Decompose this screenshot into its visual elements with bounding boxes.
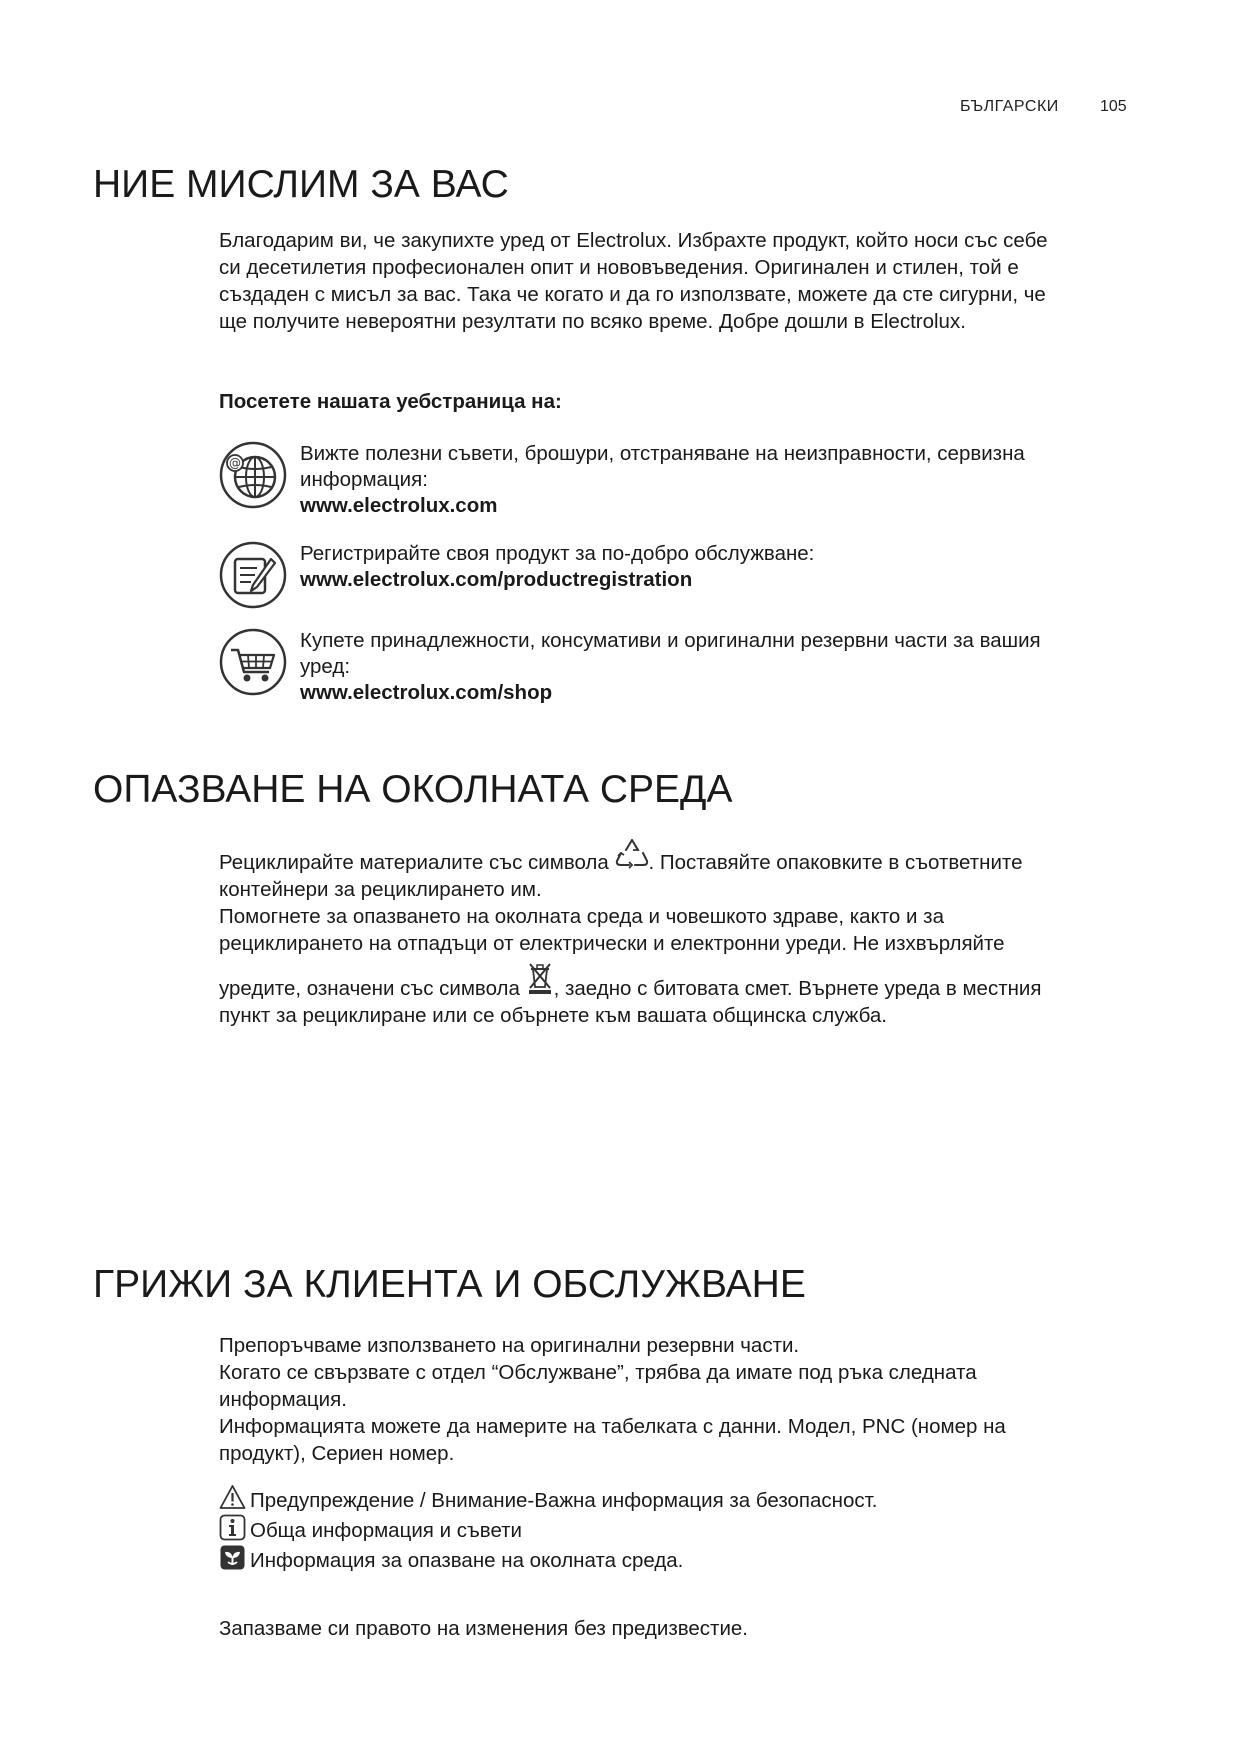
customer-care-line: продукт), Сериен номер. xyxy=(219,1442,455,1465)
info-icon xyxy=(219,1514,246,1541)
intro-line: Благодарим ви, че закупихте уред от Electrolux. Избрахте продукт, който носи със себе xyxy=(219,229,1048,252)
legend-text: Предупреждение / Внимание-Важна информация за безопасност. xyxy=(250,1489,878,1512)
link-row-registration xyxy=(219,541,1139,611)
link-description: Вижте полезни съвети, брошури, отстраняване на неизправности, сервизна xyxy=(300,442,1025,465)
page-number: 105 xyxy=(1100,98,1127,115)
link-text-registration xyxy=(300,541,1140,593)
shop-link[interactable]: www.electrolux.com/shop xyxy=(300,681,553,704)
environment-text: Рециклирайте материалите със символа xyxy=(219,851,615,874)
registration-link[interactable]: www.electrolux.com/productregistration xyxy=(300,568,693,591)
globe-icon xyxy=(219,441,287,509)
disclaimer: Запазваме си правото на изменения без предизвестие. xyxy=(219,1617,748,1640)
visit-website-label: Посетете нашата уебстраница на: xyxy=(219,390,562,413)
environment-line xyxy=(219,961,1139,1002)
link-description: информация: xyxy=(300,468,428,491)
warning-icon xyxy=(219,1484,246,1511)
environment-line: Помогнете за опазването на околната среда и човешкото здраве, както и за xyxy=(219,905,944,928)
legend-text: Обща информация и съвети xyxy=(250,1519,523,1542)
link-row-support xyxy=(219,441,1139,517)
environment-icon xyxy=(219,1544,246,1571)
intro-line: създаден с мисъл за вас. Така че когато и да го използвате, можете да сте сигурни, че xyxy=(219,283,1046,306)
shopping-cart-icon xyxy=(219,628,287,696)
recycle-icon xyxy=(615,837,649,869)
environment-text: уредите, означени със символа xyxy=(219,977,526,1000)
section-title-thinking-of-you: НИЕ МИСЛИМ ЗА ВАС xyxy=(93,163,509,206)
environment-line: пункт за рециклиране или се обърнете към вашата общинска служба. xyxy=(219,1004,887,1027)
environment-paragraph xyxy=(219,837,1139,1029)
link-text-support xyxy=(300,441,1140,519)
section-title-customer-care: ГРИЖИ ЗА КЛИЕНТА И ОБСЛУЖВАНЕ xyxy=(93,1263,806,1306)
section-title-environment: ОПАЗВАНЕ НА ОКОЛНАТА СРЕДА xyxy=(93,768,733,811)
legend-text: Информация за опазване на околната среда. xyxy=(250,1549,684,1572)
link-description: Купете принадлежности, консумативи и оригинални резервни части за вашия xyxy=(300,629,1041,652)
customer-care-line: Когато се свързвате с отдел “Обслужване”, трябва да имате под ръка следната xyxy=(219,1361,977,1384)
environment-line: рециклирането на отпадъци от електрически и електронни уреди. Не изхвърляйте xyxy=(219,932,1005,955)
support-link[interactable]: www.electrolux.com xyxy=(300,494,498,517)
intro-line: ще получите невероятни резултати по всяко време. Добре дошли в Electrolux. xyxy=(219,310,966,333)
environment-text: , заедно с битовата смет. Върнете уреда в местния xyxy=(553,977,1042,1000)
intro-line: си десетилетия професионален опит и нововъведения. Оригинален и стилен, той е xyxy=(219,256,1019,279)
legend-info xyxy=(219,1514,522,1545)
legend-warning xyxy=(219,1484,877,1515)
link-description: уред: xyxy=(300,655,351,678)
environment-text: . Поставяйте опаковките в съответните xyxy=(648,851,1023,874)
environment-line xyxy=(219,837,1139,876)
legend-environment xyxy=(219,1544,683,1575)
customer-care-line: Препоръчваме използването на оригинални резервни части. xyxy=(219,1334,800,1357)
register-icon xyxy=(219,541,287,609)
customer-care-paragraph xyxy=(219,1332,1139,1467)
svg-text:@: @ xyxy=(229,456,241,470)
link-text-shop xyxy=(300,628,1140,706)
customer-care-line: Информацията можете да намерите на табелката с данни. Модел, PNC (номер на xyxy=(219,1415,1006,1438)
language-label: БЪЛГАРСКИ xyxy=(960,98,1059,115)
customer-care-line: информация. xyxy=(219,1388,347,1411)
environment-line: контейнери за рециклирането им. xyxy=(219,878,542,901)
link-description: Регистрирайте своя продукт за по-добро обслужване: xyxy=(300,542,815,565)
intro-paragraph xyxy=(219,227,1139,335)
link-row-shop xyxy=(219,628,1139,704)
crossed-bin-icon xyxy=(526,961,554,995)
